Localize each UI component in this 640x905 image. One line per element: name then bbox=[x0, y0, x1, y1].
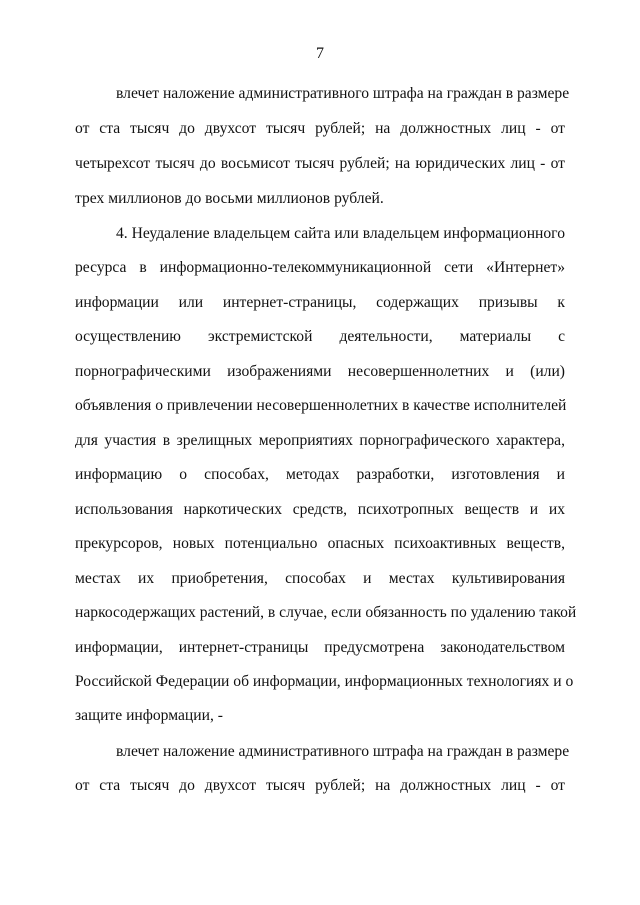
text-line: четырехсот тысяч до восьмисот тысяч рублей; на юридических лиц - от bbox=[75, 155, 565, 172]
text-line: объявления о привлечении несовершеннолетних в качестве исполнителей bbox=[75, 397, 567, 414]
text-line: для участия в зрелищных мероприятиях порнографического характера, bbox=[75, 432, 565, 449]
text-line: Российской Федерации об информации, информационных технологиях и о bbox=[75, 673, 574, 690]
text-line: информации, интернет-страницы предусмотрена законодательством bbox=[75, 639, 565, 656]
text-line: 4. Неудаление владельцем сайта или владельцем информационного bbox=[116, 225, 565, 242]
text-line: влечет наложение административного штрафа на граждан в размере bbox=[116, 85, 570, 102]
text-line: влечет наложение административного штрафа на граждан в размере bbox=[116, 743, 570, 760]
text-line: от ста тысяч до двухсот тысяч рублей; на должностных лиц - от bbox=[75, 120, 565, 137]
text-line: ресурса в информационно-телекоммуникационной сети «Интернет» bbox=[75, 259, 565, 276]
text-line: информации или интернет-страницы, содержащих призывы к bbox=[75, 294, 565, 311]
text-line: использования наркотических средств, психотропных веществ и их bbox=[75, 501, 565, 518]
text-line: от ста тысяч до двухсот тысяч рублей; на должностных лиц - от bbox=[75, 777, 565, 794]
text-line: прекурсоров, новых потенциально опасных психоактивных веществ, bbox=[75, 535, 565, 552]
text-line: трех миллионов до восьми миллионов рублей. bbox=[75, 190, 384, 207]
text-line: местах их приобретения, способах и местах культивирования bbox=[75, 570, 565, 587]
text-line: порнографическими изображениями несовершеннолетних и (или) bbox=[75, 363, 565, 380]
text-line: осуществлению экстремистской деятельности, материалы с bbox=[75, 328, 565, 345]
text-line: информацию о способах, методах разработки, изготовления и bbox=[75, 466, 565, 483]
page-number: 7 bbox=[316, 45, 324, 62]
text-line: защите информации, - bbox=[75, 707, 223, 724]
text-line: наркосодержащих растений, в случае, если обязанность по удалению такой bbox=[75, 604, 577, 621]
